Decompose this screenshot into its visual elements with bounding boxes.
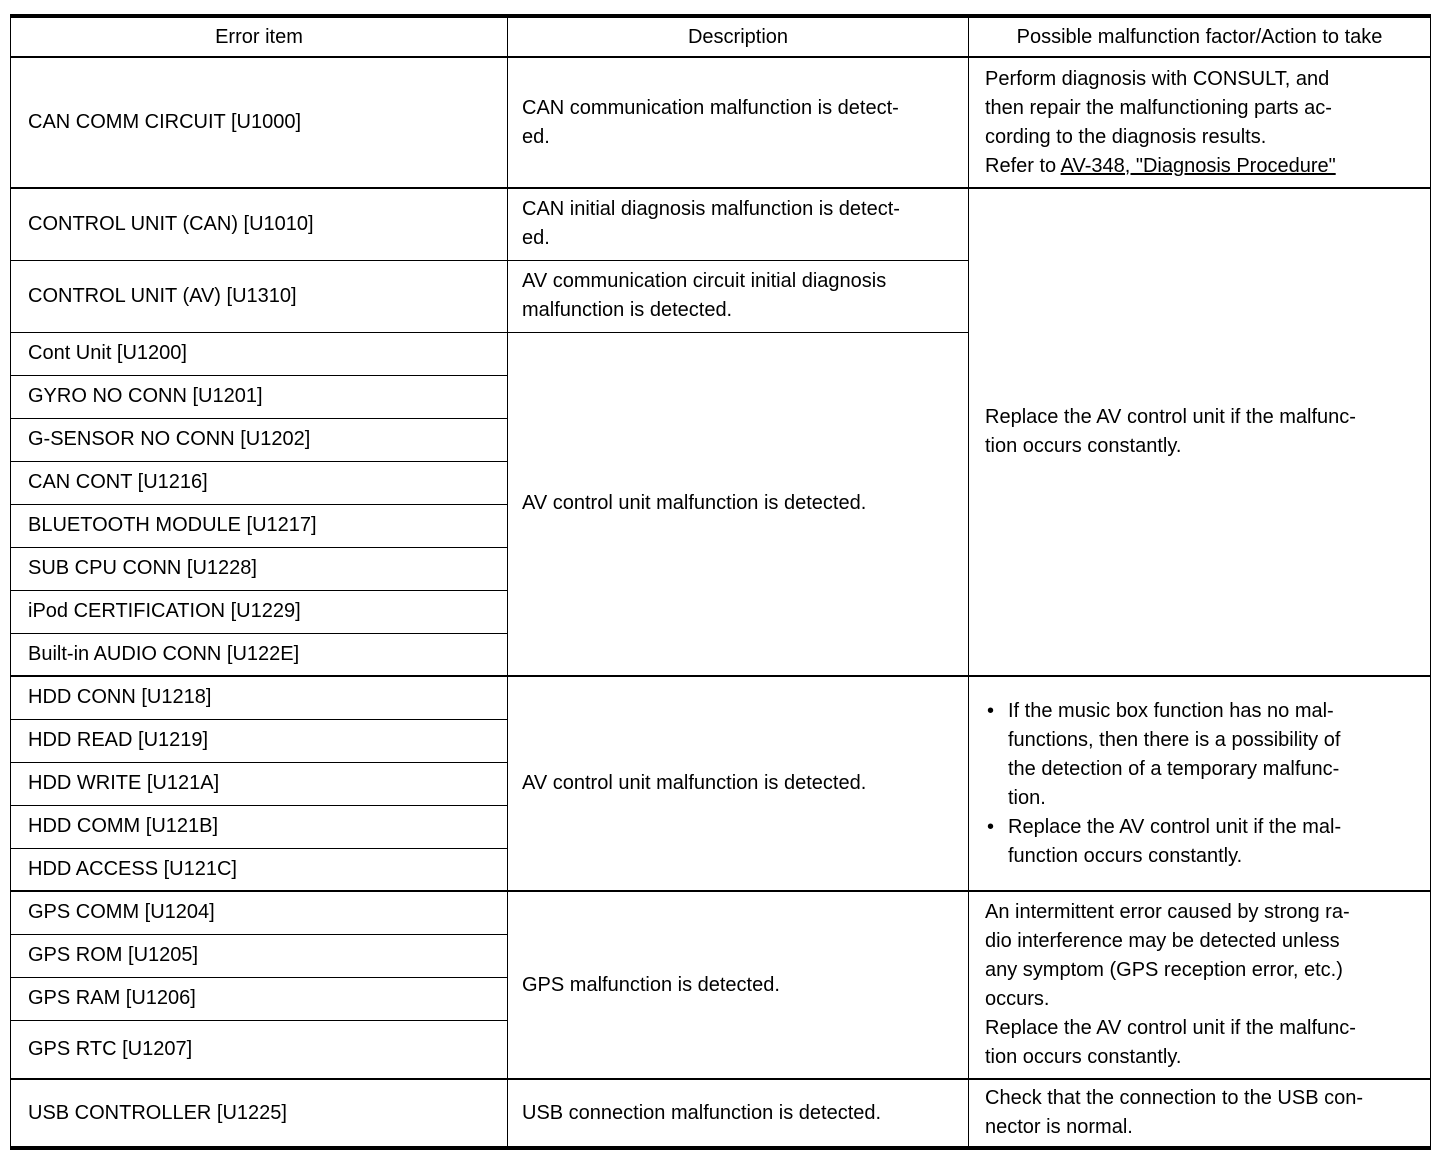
error-item-cell: HDD ACCESS [U121C] bbox=[11, 848, 508, 891]
action-cell bbox=[969, 1079, 1431, 1148]
list-item bbox=[985, 813, 1422, 871]
table-row bbox=[11, 57, 1431, 188]
table-row bbox=[11, 676, 1431, 719]
action-cell bbox=[969, 891, 1431, 1079]
error-item-cell: CONTROL UNIT (AV) [U1310] bbox=[11, 260, 508, 332]
action-cell bbox=[969, 676, 1431, 891]
header-error-item: Error item bbox=[11, 16, 508, 57]
action-line: Replace the AV control unit if the malfunc- bbox=[985, 406, 1356, 428]
table-row bbox=[11, 1079, 1431, 1148]
description-line: AV communication circuit initial diagnosis bbox=[522, 270, 887, 292]
error-item-cell: GYRO NO CONN [U1201] bbox=[11, 375, 508, 418]
header-description: Description bbox=[508, 16, 969, 57]
error-item-cell: GPS ROM [U1205] bbox=[11, 934, 508, 977]
action-line: Replace the AV control unit if the malfunc- bbox=[985, 1017, 1356, 1039]
description-line: ed. bbox=[522, 125, 550, 148]
action-cell bbox=[969, 188, 1431, 676]
error-item-cell: GPS RTC [U1207] bbox=[11, 1020, 508, 1079]
error-item-cell: BLUETOOTH MODULE [U1217] bbox=[11, 504, 508, 547]
action-line: nector is normal. bbox=[985, 1116, 1133, 1138]
description-cell bbox=[508, 188, 969, 260]
error-item-cell: HDD READ [U1219] bbox=[11, 719, 508, 762]
action-line: Replace the AV control unit if the mal- bbox=[1008, 815, 1342, 838]
action-line: Check that the connection to the USB con- bbox=[985, 1087, 1363, 1109]
action-line: function occurs constantly. bbox=[1008, 844, 1243, 867]
refer-prefix: Refer to bbox=[985, 154, 1061, 177]
error-item-cell: HDD CONN [U1218] bbox=[11, 676, 508, 719]
action-line: any symptom (GPS reception error, etc.) bbox=[985, 959, 1343, 981]
description-cell: AV control unit malfunction is detected. bbox=[508, 676, 969, 891]
action-line: occurs. bbox=[985, 988, 1050, 1010]
description-cell bbox=[508, 57, 969, 188]
error-item-cell: CAN CONT [U1216] bbox=[11, 461, 508, 504]
action-line: tion. bbox=[1008, 786, 1046, 809]
description-cell: AV control unit malfunction is detected. bbox=[508, 332, 969, 676]
action-line: Perform diagnosis with CONSULT, and bbox=[985, 67, 1330, 90]
description-line: CAN initial diagnosis malfunction is detect- bbox=[522, 198, 900, 221]
description-line: malfunction is detected. bbox=[522, 299, 733, 321]
description-cell: USB connection malfunction is detected. bbox=[508, 1079, 969, 1148]
table-row bbox=[11, 891, 1431, 934]
error-item-cell: GPS RAM [U1206] bbox=[11, 977, 508, 1020]
list-item bbox=[985, 697, 1422, 813]
action-line: tion occurs constantly. bbox=[985, 1046, 1182, 1068]
action-line: dio interference may be detected unless bbox=[985, 930, 1340, 952]
action-line: cording to the diagnosis results. bbox=[985, 125, 1267, 148]
description-line: CAN communication malfunction is detect- bbox=[522, 96, 899, 119]
error-item-cell: Built-in AUDIO CONN [U122E] bbox=[11, 633, 508, 676]
action-line: functions, then there is a possibility of bbox=[1008, 728, 1341, 751]
diagnosis-procedure-link[interactable]: AV-348, "Diagnosis Procedure" bbox=[1060, 154, 1336, 177]
action-bullet-list bbox=[985, 697, 1422, 871]
error-item-cell: SUB CPU CONN [U1228] bbox=[11, 547, 508, 590]
error-item-table bbox=[10, 14, 1431, 1150]
description-cell bbox=[508, 260, 969, 332]
description-line: ed. bbox=[522, 227, 550, 250]
action-line: If the music box function has no mal- bbox=[1008, 699, 1334, 722]
header-action: Possible malfunction factor/Action to take bbox=[969, 16, 1431, 57]
error-item-cell: iPod CERTIFICATION [U1229] bbox=[11, 590, 508, 633]
action-cell bbox=[969, 57, 1431, 188]
error-item-cell: G-SENSOR NO CONN [U1202] bbox=[11, 418, 508, 461]
action-line: then repair the malfunctioning parts ac- bbox=[985, 96, 1332, 119]
error-item-cell: Cont Unit [U1200] bbox=[11, 332, 508, 375]
action-line: An intermittent error caused by strong ra- bbox=[985, 901, 1350, 923]
error-item-cell: CAN COMM CIRCUIT [U1000] bbox=[11, 57, 508, 188]
action-line: tion occurs constantly. bbox=[985, 435, 1182, 457]
table-row bbox=[11, 188, 1431, 260]
table-header-row bbox=[11, 16, 1431, 57]
error-item-cell: CONTROL UNIT (CAN) [U1010] bbox=[11, 188, 508, 260]
action-line: the detection of a temporary malfunc- bbox=[1008, 757, 1340, 780]
error-item-cell: GPS COMM [U1204] bbox=[11, 891, 508, 934]
error-item-cell: HDD WRITE [U121A] bbox=[11, 762, 508, 805]
error-item-cell: USB CONTROLLER [U1225] bbox=[11, 1079, 508, 1148]
description-cell: GPS malfunction is detected. bbox=[508, 891, 969, 1079]
error-item-cell: HDD COMM [U121B] bbox=[11, 805, 508, 848]
